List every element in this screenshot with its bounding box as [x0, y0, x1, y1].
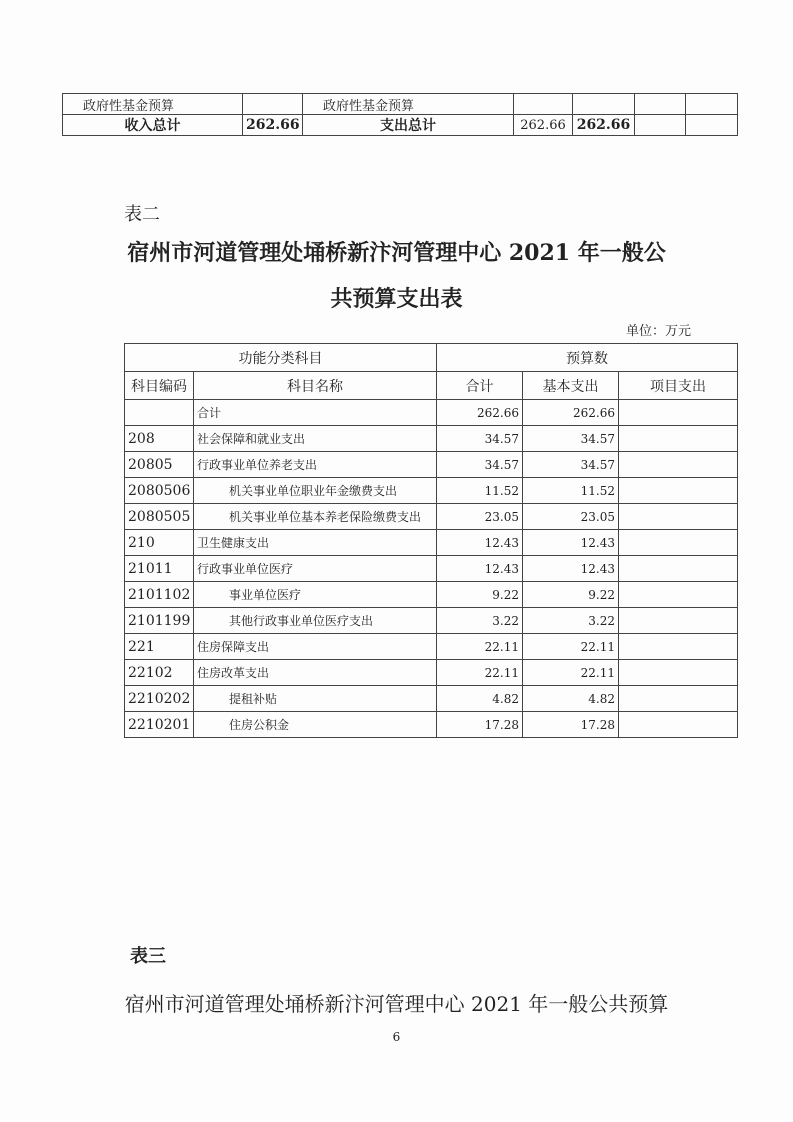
code-cell: 210: [125, 530, 194, 556]
total-cell: 4.82: [437, 686, 523, 712]
table-row: [125, 582, 738, 608]
project-cell: [619, 660, 738, 686]
header-code: 科目编码: [125, 372, 194, 400]
project-cell: [619, 556, 738, 582]
name-cell: 提租补贴: [194, 686, 437, 712]
summary-cell: 收入总计: [63, 115, 243, 136]
table-row: [125, 608, 738, 634]
page-number: 6: [392, 1030, 401, 1044]
project-cell: [619, 478, 738, 504]
summary-table: [62, 93, 738, 136]
project-cell: [619, 634, 738, 660]
table2-title-line1: 宿州市河道管理处埇桥新汴河管理中心 2021 年一般公: [127, 240, 666, 266]
summary-cell: 262.66: [573, 115, 635, 136]
project-cell: [619, 426, 738, 452]
project-cell: [619, 400, 738, 426]
summary-cell: [686, 115, 738, 136]
header-row-group: [125, 344, 738, 372]
table-row: [125, 530, 738, 556]
summary-row: [63, 115, 738, 136]
total-cell: 3.22: [437, 608, 523, 634]
table-row: [125, 452, 738, 478]
project-cell: [619, 582, 738, 608]
total-cell: 22.11: [437, 660, 523, 686]
code-cell: 221: [125, 634, 194, 660]
name-cell: 其他行政事业单位医疗支出: [194, 608, 437, 634]
summary-cell: [635, 94, 686, 115]
table-row: [125, 478, 738, 504]
name-cell: 住房保障支出: [194, 634, 437, 660]
header-name: 科目名称: [194, 372, 437, 400]
summary-cell: [573, 94, 635, 115]
total-cell: 23.05: [437, 504, 523, 530]
summary-row: [63, 94, 738, 115]
project-cell: [619, 452, 738, 478]
total-cell: 12.43: [437, 556, 523, 582]
code-cell: 2101199: [125, 608, 194, 634]
project-cell: [619, 504, 738, 530]
total-cell: 34.57: [437, 452, 523, 478]
summary-cell: 政府性基金预算: [63, 94, 243, 115]
basic-cell: 11.52: [523, 478, 619, 504]
basic-cell: 22.11: [523, 660, 619, 686]
basic-cell: 9.22: [523, 582, 619, 608]
summary-cell: [514, 94, 573, 115]
table-row: [125, 400, 738, 426]
total-cell: 9.22: [437, 582, 523, 608]
basic-cell: 3.22: [523, 608, 619, 634]
total-cell: 22.11: [437, 634, 523, 660]
summary-cell: [635, 115, 686, 136]
code-cell: 2080506: [125, 478, 194, 504]
table-row: [125, 556, 738, 582]
summary-cell: 政府性基金预算: [303, 94, 514, 115]
total-cell: 34.57: [437, 426, 523, 452]
basic-cell: 12.43: [523, 530, 619, 556]
summary-cell: 262.66: [514, 115, 573, 136]
code-cell: 21011: [125, 556, 194, 582]
project-cell: [619, 686, 738, 712]
code-cell: 20805: [125, 452, 194, 478]
unit-label: 单位：万元: [626, 324, 692, 339]
project-cell: [619, 608, 738, 634]
table-row: [125, 660, 738, 686]
header-project: 项目支出: [619, 372, 738, 400]
header-budget: 预算数: [437, 344, 738, 372]
name-cell: 社会保障和就业支出: [194, 426, 437, 452]
project-cell: [619, 530, 738, 556]
table3-title: 宿州市河道管理处埇桥新汴河管理中心 2021 年一般公共预算: [124, 992, 669, 1016]
code-cell: 2080505: [125, 504, 194, 530]
header-function-category: 功能分类科目: [125, 344, 437, 372]
code-cell: 208: [125, 426, 194, 452]
project-cell: [619, 712, 738, 738]
name-cell: 行政事业单位医疗: [194, 556, 437, 582]
table-row: [125, 504, 738, 530]
basic-cell: 4.82: [523, 686, 619, 712]
table-row: [125, 634, 738, 660]
name-cell: 卫生健康支出: [194, 530, 437, 556]
name-cell: 合计: [194, 400, 437, 426]
basic-cell: 34.57: [523, 452, 619, 478]
basic-cell: 23.05: [523, 504, 619, 530]
header-basic: 基本支出: [523, 372, 619, 400]
table3-label: 表三: [130, 946, 166, 967]
basic-cell: 34.57: [523, 426, 619, 452]
code-cell: 2101102: [125, 582, 194, 608]
code-cell: 2210201: [125, 712, 194, 738]
total-cell: 12.43: [437, 530, 523, 556]
name-cell: 机关事业单位职业年金缴费支出: [194, 478, 437, 504]
table-row: [125, 426, 738, 452]
name-cell: 事业单位医疗: [194, 582, 437, 608]
code-cell: [125, 400, 194, 426]
expenditure-table: [124, 343, 738, 738]
header-total: 合计: [437, 372, 523, 400]
name-cell: 行政事业单位养老支出: [194, 452, 437, 478]
total-cell: 11.52: [437, 478, 523, 504]
table-row: [125, 686, 738, 712]
summary-cell: [243, 94, 303, 115]
table2-title-line2: 共预算支出表: [330, 286, 463, 312]
name-cell: 住房公积金: [194, 712, 437, 738]
summary-cell: 支出总计: [303, 115, 514, 136]
summary-cell: 262.66: [243, 115, 303, 136]
name-cell: 住房改革支出: [194, 660, 437, 686]
total-cell: 262.66: [437, 400, 523, 426]
total-cell: 17.28: [437, 712, 523, 738]
name-cell: 机关事业单位基本养老保险缴费支出: [194, 504, 437, 530]
basic-cell: 22.11: [523, 634, 619, 660]
summary-cell: [686, 94, 738, 115]
code-cell: 2210202: [125, 686, 194, 712]
basic-cell: 262.66: [523, 400, 619, 426]
basic-cell: 17.28: [523, 712, 619, 738]
table2-label: 表二: [124, 204, 160, 225]
code-cell: 22102: [125, 660, 194, 686]
header-row: [125, 372, 738, 400]
table-row: [125, 712, 738, 738]
basic-cell: 12.43: [523, 556, 619, 582]
